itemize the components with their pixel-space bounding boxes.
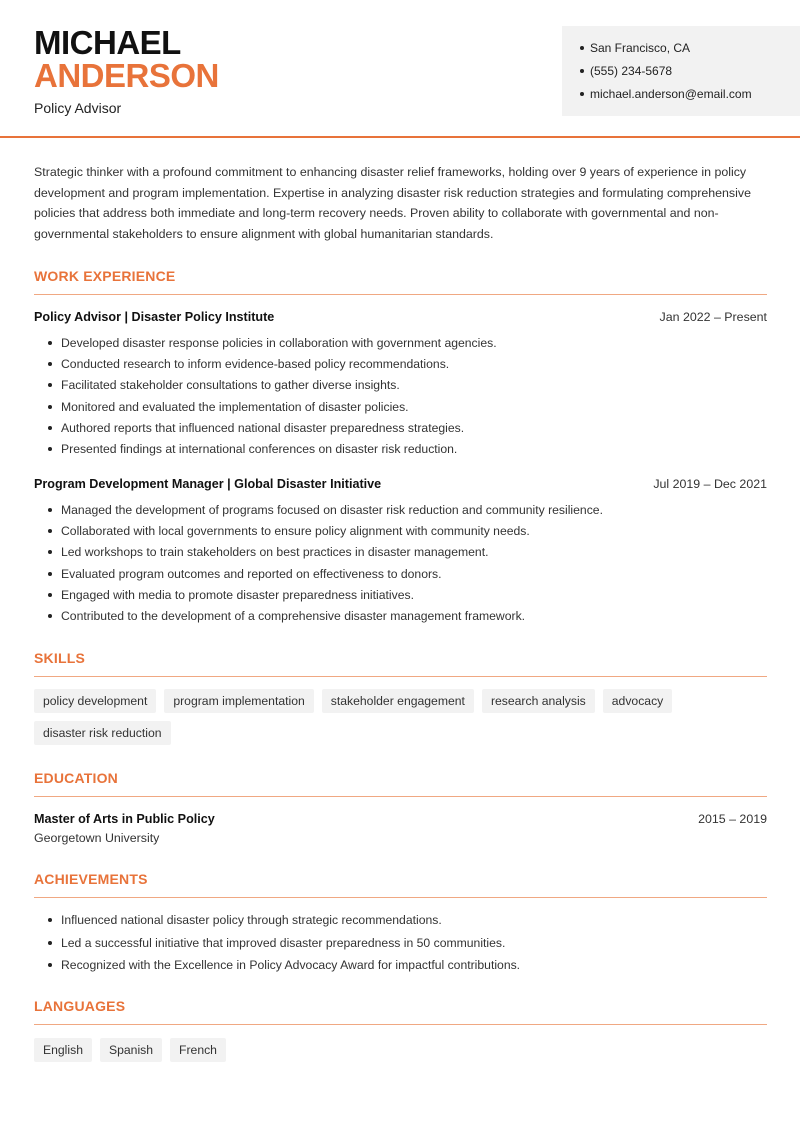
list-item [34,438,767,459]
list-item-text: Evaluated program outcomes and reported on effectiveness to donors. [61,566,442,581]
list-item [34,396,767,417]
list-item [34,417,767,438]
languages-list [34,1038,767,1062]
job-dates: Jul 2019 – Dec 2021 [653,477,767,491]
bullet-icon [48,383,52,387]
job-title: Program Development Manager | Global Disaster Initiative [34,477,382,491]
bullet-icon [48,362,52,366]
bullet-icon [48,963,52,967]
section-title-achievements: ACHIEVEMENTS [34,871,148,887]
bullet-icon [580,69,584,73]
section-divider [34,294,767,295]
phone-text: (555) 234-5678 [590,63,673,78]
job-title: Policy Advisor | Disaster Policy Institute [34,310,275,324]
bullet-icon [48,614,52,618]
contact-email [580,82,784,105]
last-name: ANDERSON [34,57,219,94]
list-item [34,353,767,374]
section-title-languages: LANGUAGES [34,998,126,1014]
language-tag: Spanish [100,1038,162,1062]
language-tag: French [170,1038,226,1062]
list-item-text: Collaborated with local governments to ensure policy alignment with community needs. [61,523,530,538]
contact-box [562,26,800,116]
list-item-text: Conducted research to inform evidence-based policy recommendations. [61,356,450,371]
section-title-education: EDUCATION [34,770,118,786]
section-title-work: WORK EXPERIENCE [34,268,176,284]
achievements-list [34,909,767,977]
bullet-icon [48,593,52,597]
language-tag: English [34,1038,92,1062]
list-item-text: Managed the development of programs focused on disaster risk reduction and community resilience. [61,502,603,517]
location-text: San Francisco, CA [590,40,691,55]
bullet-icon [48,405,52,409]
contact-location [580,36,784,59]
list-item-text: Presented findings at international conferences on disaster risk reduction. [61,442,458,457]
job-dates: Jan 2022 – Present [659,310,767,324]
skill-tag: disaster risk reduction [34,721,171,745]
list-item [34,542,767,563]
bullet-icon [48,550,52,554]
list-item [34,375,767,396]
bullet-icon [48,572,52,576]
bullet-icon [48,341,52,345]
list-item-text: Monitored and evaluated the implementation of disaster policies. [61,399,409,414]
contact-phone [580,59,784,82]
list-item [34,954,767,977]
list-item [34,909,767,932]
bullet-icon [48,426,52,430]
bullet-icon [48,508,52,512]
education-header [34,812,767,826]
list-item [34,563,767,584]
job-header [34,310,767,324]
section-divider [34,676,767,677]
skill-tag: policy development [34,689,156,713]
list-item-text: Led workshops to train stakeholders on best practices in disaster management. [61,545,489,560]
job-role: Policy Advisor [34,100,122,116]
section-divider [34,897,767,898]
skills-list [34,689,767,745]
bullet-icon [48,447,52,451]
skill-tag: stakeholder engagement [322,689,474,713]
list-item [34,584,767,605]
school-name: Georgetown University [34,831,160,845]
bullet-icon [580,46,584,50]
skill-tag: program implementation [164,689,313,713]
list-item [34,499,767,520]
bullet-icon [580,92,584,96]
list-item [34,932,767,955]
list-item-text: Influenced national disaster policy through strategic recommendations. [61,913,442,928]
email-text: michael.anderson@email.com [590,86,752,101]
section-divider [34,1024,767,1025]
candidate-name [34,26,219,92]
list-item-text: Engaged with media to promote disaster preparedness initiatives. [61,587,414,602]
section-title-skills: SKILLS [34,650,85,666]
degree-title: Master of Arts in Public Policy [34,812,215,826]
job-header [34,477,767,491]
job-bullet-list [34,332,767,460]
skill-tag: research analysis [482,689,595,713]
list-item-text: Facilitated stakeholder consultations to gather diverse insights. [61,378,400,393]
list-item-text: Authored reports that influenced national disaster preparedness strategies. [61,420,465,435]
list-item [34,332,767,353]
list-item-text: Developed disaster response policies in collaboration with government agencies. [61,335,497,350]
list-item [34,520,767,541]
bullet-icon [48,529,52,533]
section-divider [34,796,767,797]
list-item-text: Contributed to the development of a comprehensive disaster management framework. [61,609,526,624]
list-item-text: Led a successful initiative that improved disaster preparedness in 50 communities. [61,935,506,950]
job-bullet-list [34,499,767,627]
professional-summary: Strategic thinker with a profound commitment to enhancing disaster relief frameworks, holding over 9 years of experience in policy development and program implementation. Expertise in analyzing disaster risk reduction strategies and formulating comprehensive policies that address both immediate and long-term recovery needs. Proven ability to collaborate with governmental and non-governmental stakeholders to ensure alignment with global humanitarian standards. [34,165,751,241]
bullet-icon [48,941,52,945]
education-dates: 2015 – 2019 [698,812,767,826]
list-item-text: Recognized with the Excellence in Policy Advocacy Award for impactful contributions. [61,958,521,973]
first-name: MICHAEL [34,24,181,61]
resume-header [0,0,800,138]
bullet-icon [48,918,52,922]
list-item [34,605,767,626]
skill-tag: advocacy [603,689,673,713]
